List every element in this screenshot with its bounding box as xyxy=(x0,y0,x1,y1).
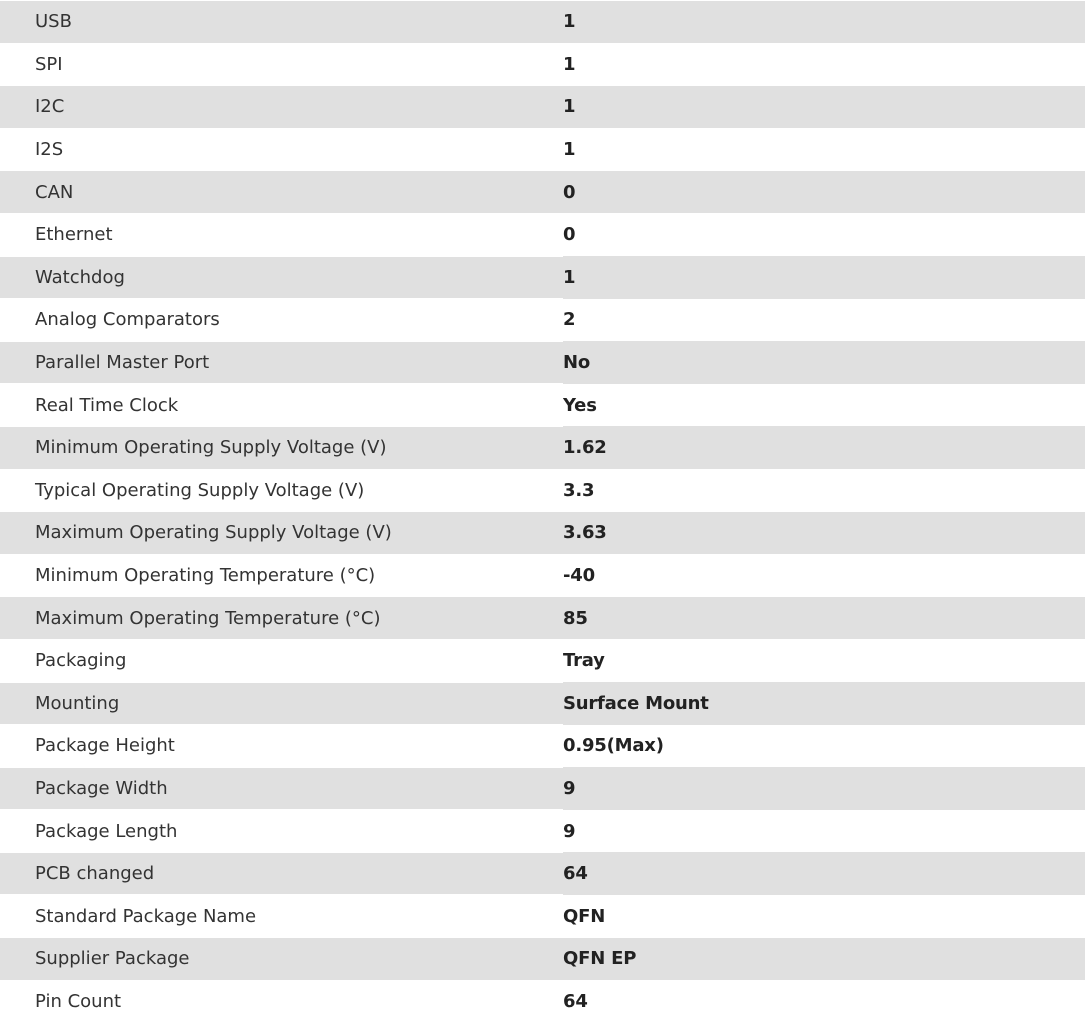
spec-label: SPI xyxy=(35,53,63,75)
spec-row-can xyxy=(0,171,1085,214)
spec-label: Maximum Operating Temperature (°C) xyxy=(0,597,563,640)
spec-value: Yes xyxy=(563,394,597,416)
spec-label: Parallel Master Port xyxy=(0,341,563,384)
spec-row-real-time-clock xyxy=(0,384,1085,427)
spec-value: 64 xyxy=(563,990,588,1012)
spec-value: 1 xyxy=(563,1,1085,44)
spec-value: Tray xyxy=(563,650,605,672)
spec-row-analog-comparators xyxy=(0,299,1085,342)
spec-row-parallel-master-port xyxy=(0,341,1085,384)
spec-value: 0 xyxy=(563,224,576,246)
spec-value: No xyxy=(563,341,1085,384)
spec-value: Surface Mount xyxy=(563,682,1085,725)
spec-value: -40 xyxy=(563,565,595,587)
spec-value: QFN xyxy=(563,905,606,927)
spec-value: 85 xyxy=(563,597,1085,640)
spec-row-pin-count xyxy=(0,980,1085,1023)
spec-row-packaging xyxy=(0,639,1085,682)
spec-row-standard-package-name xyxy=(0,895,1085,938)
spec-label: USB xyxy=(0,1,563,44)
spec-value: 64 xyxy=(563,852,1085,895)
spec-label: Real Time Clock xyxy=(35,394,179,416)
spec-label: Pin Count xyxy=(35,991,122,1013)
spec-row-typ-supply-voltage xyxy=(0,469,1085,512)
spec-value: 2 xyxy=(563,309,576,331)
spec-label: Maximum Operating Supply Voltage (V) xyxy=(0,512,563,555)
spec-row-max-supply-voltage xyxy=(0,512,1085,555)
spec-label: Package Width xyxy=(0,767,563,810)
spec-label: Analog Comparators xyxy=(35,309,220,331)
spec-row-package-width xyxy=(0,767,1085,810)
spec-label: Minimum Operating Temperature (°C) xyxy=(35,565,376,587)
spec-label: Mounting xyxy=(0,682,563,725)
spec-value: 9 xyxy=(563,820,576,842)
spec-row-supplier-package xyxy=(0,938,1085,981)
spec-value: 3.3 xyxy=(563,479,595,501)
spec-label: Standard Package Name xyxy=(35,905,257,927)
spec-row-package-height xyxy=(0,725,1085,768)
spec-value: 9 xyxy=(563,767,1085,810)
spec-label: Typical Operating Supply Voltage (V) xyxy=(35,479,365,501)
spec-row-pcb-changed xyxy=(0,852,1085,895)
spec-row-package-length xyxy=(0,810,1085,853)
spec-row-min-supply-voltage xyxy=(0,426,1085,469)
spec-label: Supplier Package xyxy=(0,938,563,981)
spec-value: 0.95(Max) xyxy=(563,735,664,757)
spec-value: 0 xyxy=(563,171,1085,214)
spec-row-usb xyxy=(0,1,1085,44)
spec-value: 1 xyxy=(563,256,1085,299)
spec-label: PCB changed xyxy=(0,852,563,895)
spec-row-max-temperature xyxy=(0,597,1085,640)
spec-label: Watchdog xyxy=(0,256,563,299)
spec-value: 1 xyxy=(563,53,576,75)
spec-label: Package Length xyxy=(35,820,178,842)
spec-row-watchdog xyxy=(0,256,1085,299)
spec-label: Minimum Operating Supply Voltage (V) xyxy=(0,426,563,469)
spec-value: 1.62 xyxy=(563,426,1085,469)
spec-label: CAN xyxy=(0,171,563,214)
specifications-table-body xyxy=(0,1,1085,1023)
spec-label: I2S xyxy=(35,139,64,161)
spec-value: 1 xyxy=(563,139,576,161)
spec-label: Ethernet xyxy=(35,224,113,246)
spec-row-spi xyxy=(0,43,1085,86)
spec-label: Packaging xyxy=(35,650,127,672)
spec-row-i2s xyxy=(0,128,1085,171)
spec-value: 3.63 xyxy=(563,512,1085,555)
spec-row-ethernet xyxy=(0,213,1085,256)
spec-label: Package Height xyxy=(35,735,175,757)
spec-label: I2C xyxy=(0,86,563,129)
spec-value: 1 xyxy=(563,86,1085,129)
spec-row-min-temperature xyxy=(0,554,1085,597)
spec-value: QFN EP xyxy=(563,938,1085,981)
spec-row-mounting xyxy=(0,682,1085,725)
spec-row-i2c xyxy=(0,86,1085,129)
